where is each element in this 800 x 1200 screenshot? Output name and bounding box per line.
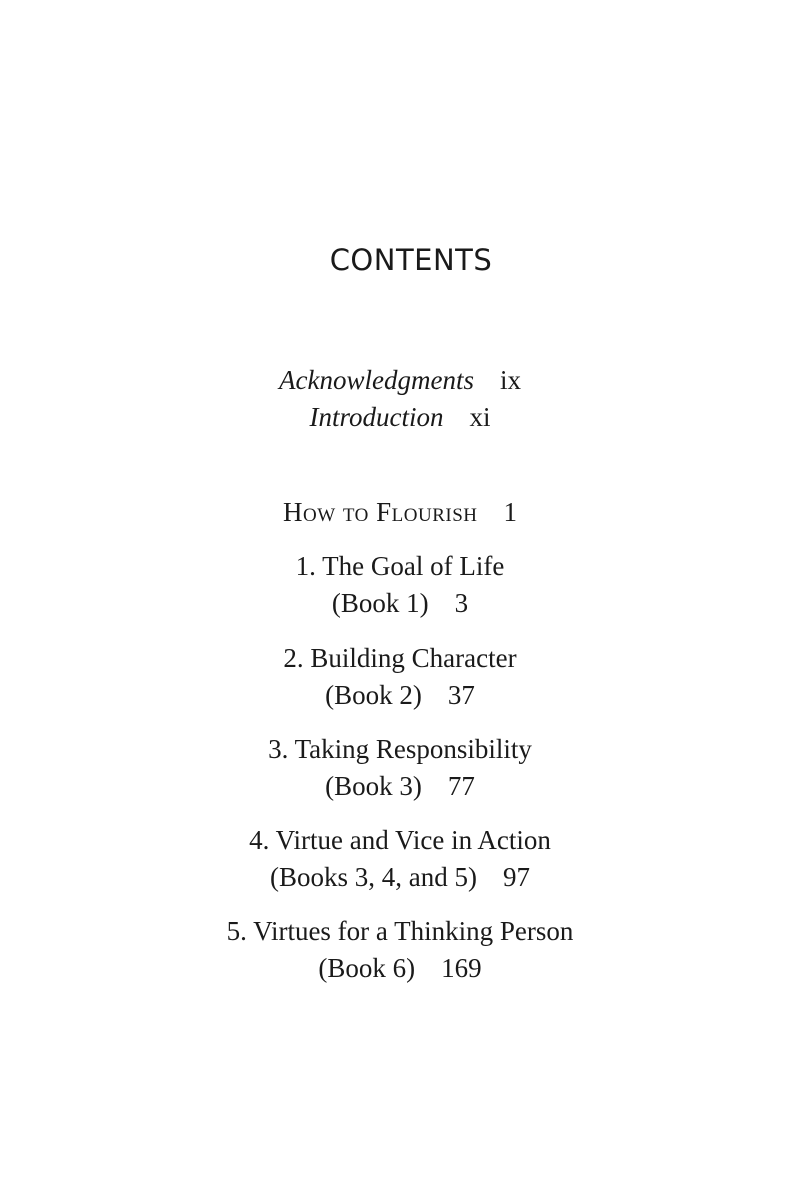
toc-chapter-2-heading[interactable] bbox=[0, 642, 800, 674]
chapter-heading: 2. Building Character bbox=[283, 643, 517, 673]
toc-chapter-5-heading[interactable] bbox=[0, 915, 800, 947]
chapter-heading: 4. Virtue and Vice in Action bbox=[249, 825, 551, 855]
chapter-subtitle: (Book 6) bbox=[318, 953, 416, 983]
toc-chapter-5-subtitle[interactable] bbox=[0, 952, 800, 984]
toc-chapter-4-heading[interactable] bbox=[0, 824, 800, 856]
part-page: 1 bbox=[503, 497, 517, 527]
chapter-heading: 3. Taking Responsibility bbox=[268, 734, 532, 764]
chapter-page: 3 bbox=[454, 588, 469, 618]
entry-title: Acknowledgments bbox=[279, 365, 474, 395]
page-title: CONTENTS bbox=[329, 243, 493, 277]
chapter-page: 169 bbox=[441, 953, 482, 983]
chapter-subtitle: (Book 2) bbox=[325, 680, 422, 710]
toc-entry-acknowledgments[interactable] bbox=[0, 364, 800, 396]
toc-chapter-1-heading[interactable] bbox=[0, 550, 800, 582]
chapter-subtitle: (Book 3) bbox=[325, 771, 422, 801]
entry-title: Introduction bbox=[309, 402, 444, 432]
toc-entry-introduction[interactable] bbox=[0, 401, 800, 433]
toc-chapter-3-heading[interactable] bbox=[0, 733, 800, 765]
entry-page: xi bbox=[469, 402, 491, 432]
toc-chapter-3-subtitle[interactable] bbox=[0, 770, 800, 802]
part-title: How to Flourish bbox=[283, 497, 478, 527]
chapter-heading: 1. The Goal of Life bbox=[295, 551, 505, 581]
chapter-subtitle: (Book 1) bbox=[331, 588, 429, 618]
toc-part-entry[interactable] bbox=[0, 496, 800, 528]
entry-page: ix bbox=[499, 365, 521, 395]
chapter-page: 77 bbox=[447, 771, 475, 801]
toc-chapter-4-subtitle[interactable] bbox=[0, 861, 800, 893]
chapter-page: 37 bbox=[447, 680, 475, 710]
chapter-heading: 5. Virtues for a Thinking Person bbox=[226, 916, 574, 946]
toc-chapter-1-subtitle[interactable] bbox=[0, 587, 800, 619]
toc-chapter-2-subtitle[interactable] bbox=[0, 679, 800, 711]
chapter-subtitle: (Books 3, 4, and 5) bbox=[270, 862, 477, 892]
chapter-page: 97 bbox=[502, 862, 530, 892]
